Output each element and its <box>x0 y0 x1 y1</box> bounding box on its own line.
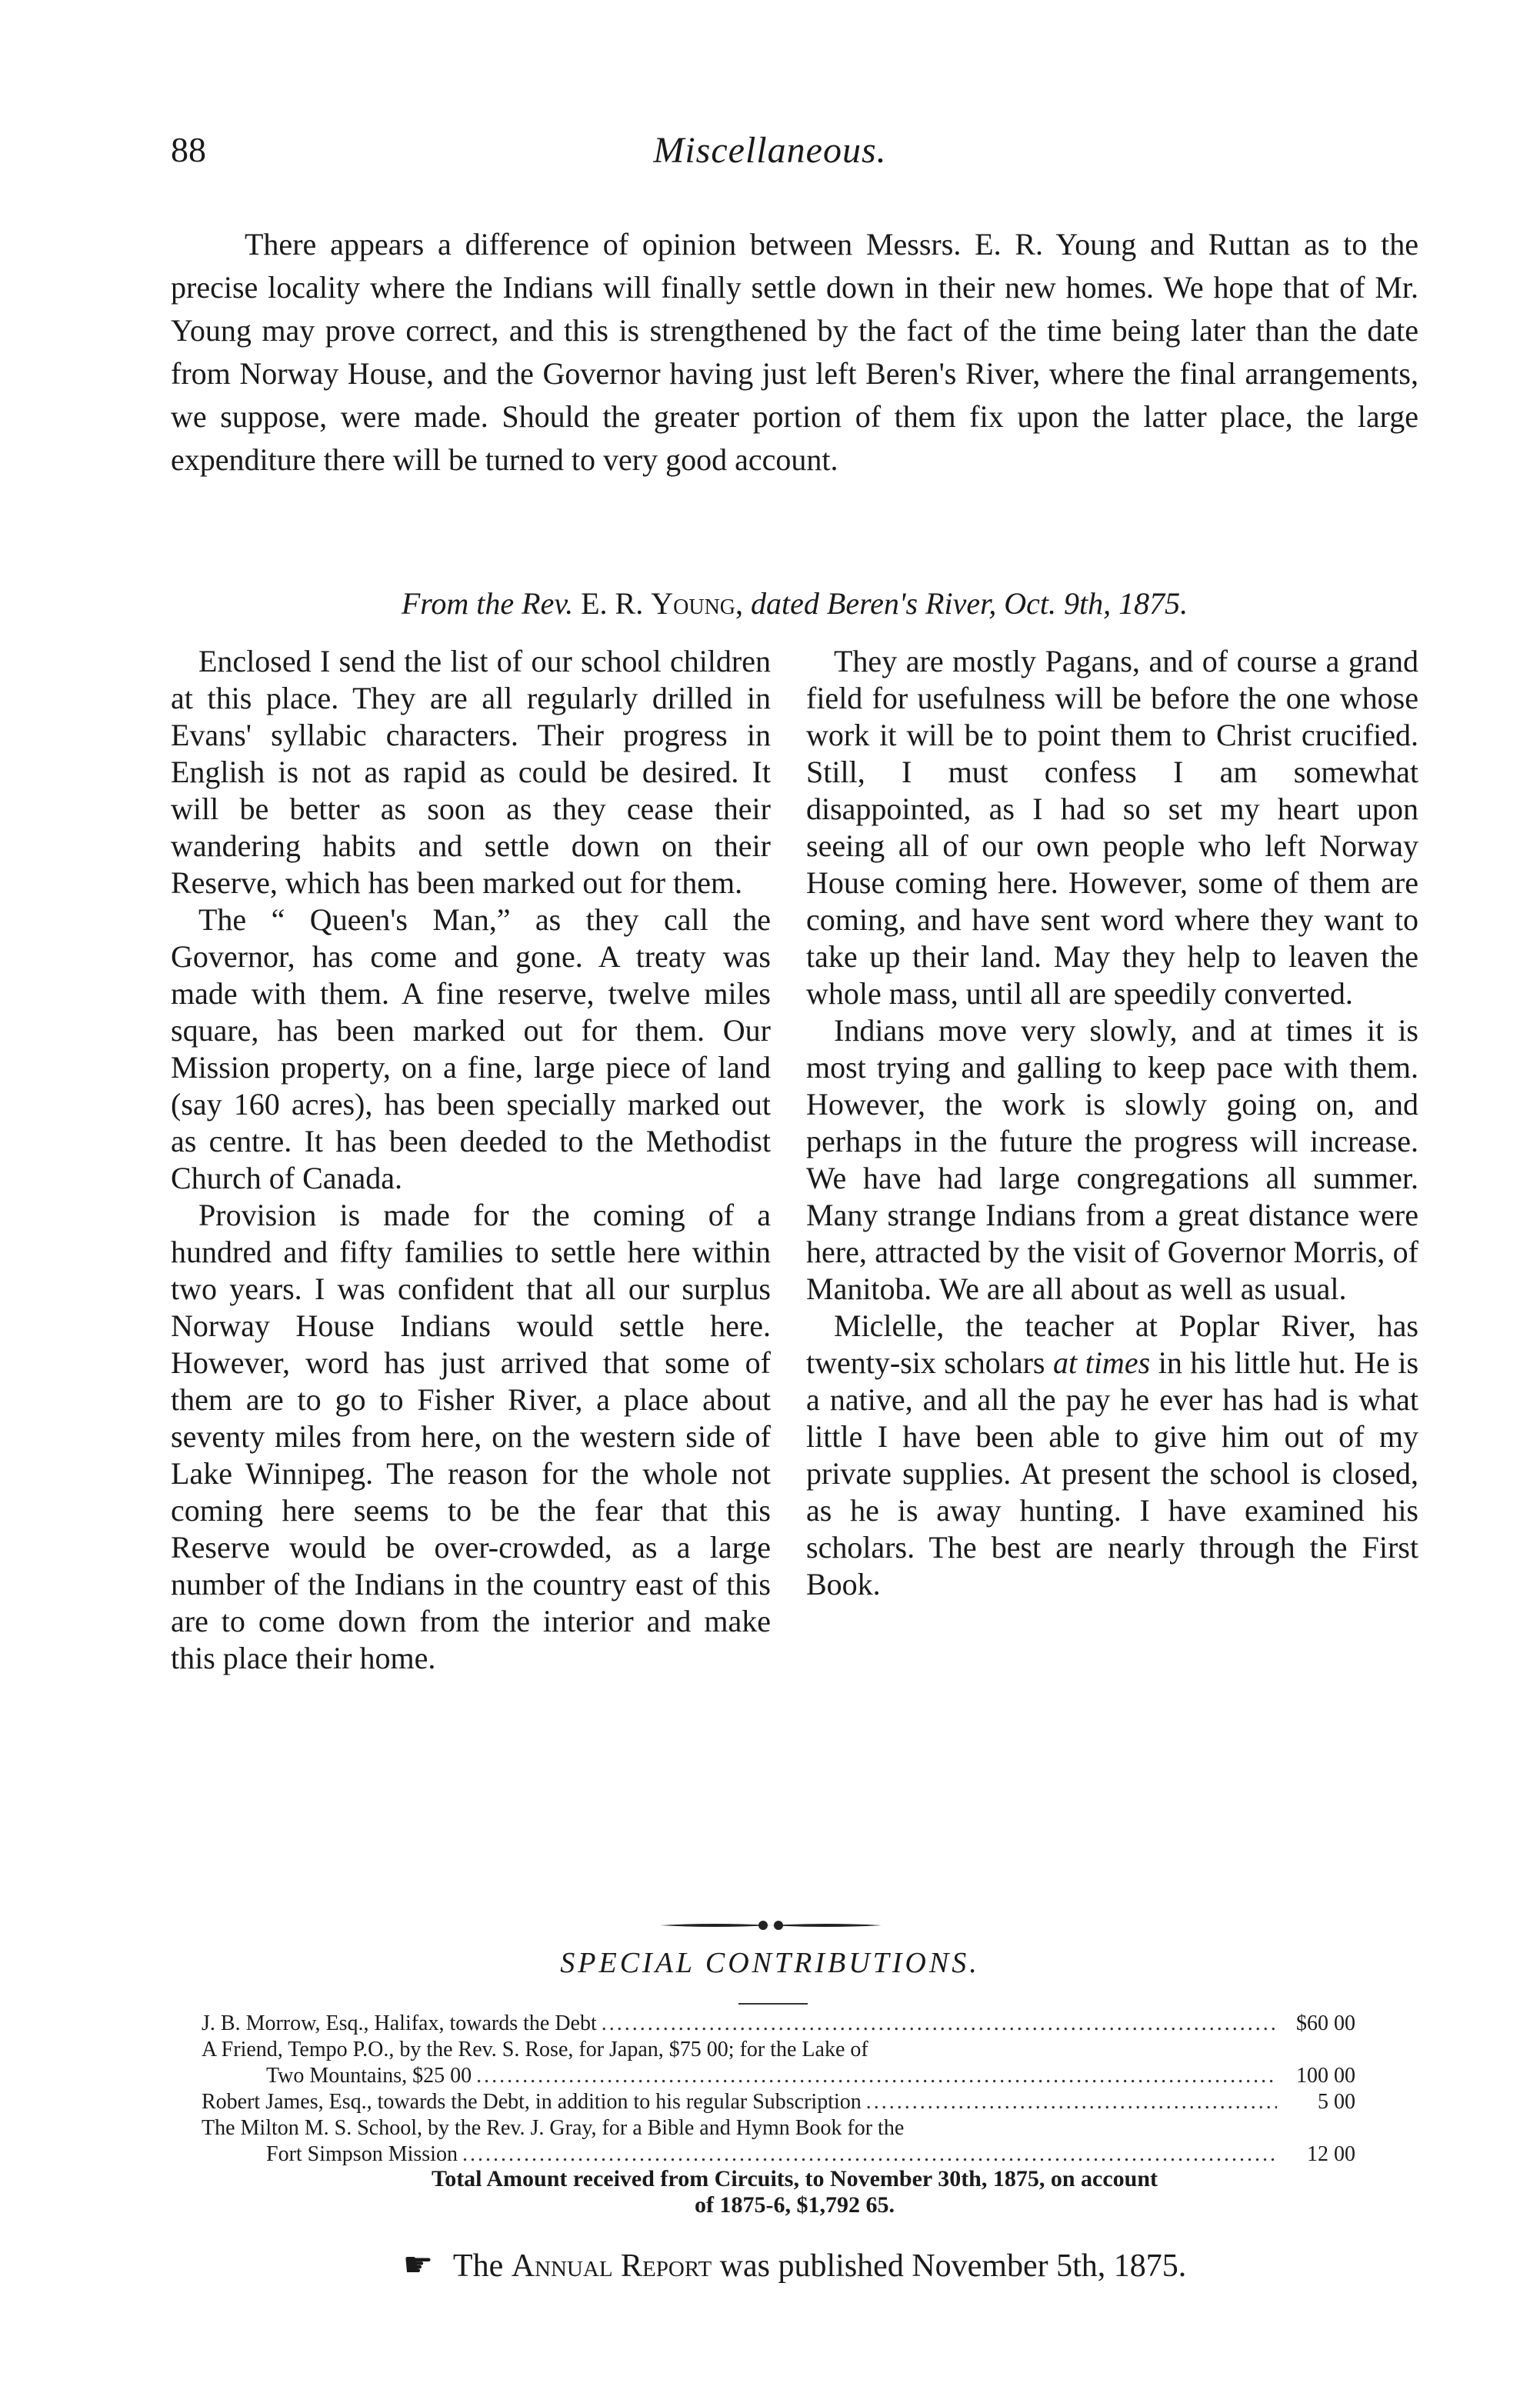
left-paragraph-1: Enclosed I send the list of our school children at this place. They are all regularly drilled in Evans' syllabic characters. Their progress in English is not as rapid as could be desired. It will be better as soon as they cease their wandering habits and settle down on their Reserve, which has been marked out for them. <box>171 644 771 900</box>
entry-description: A Friend, Tempo P.O., by the Rev. S. Rose, for Japan, $75 00; for the Lake of <box>202 2038 868 2061</box>
byline-surname: Young, <box>651 586 744 621</box>
contribution-entry <box>202 2037 1355 2089</box>
running-head: Miscellaneous. <box>653 130 887 171</box>
byline-initials: E. R. <box>581 586 644 621</box>
ornamental-divider <box>0 1914 1540 1937</box>
left-paragraph-2: The “ Queen's Man,” as they call the Governor, has come and gone. A treaty was made with them. A fine reserve, twelve miles square, has been marked out for them. Our Mission property, on a fine, large piece of land (say 160 acres), has been specially marked out as centre. It has been deeded to the Methodist Church of Canada. <box>171 902 771 1195</box>
report-word: Report <box>621 2248 712 2284</box>
left-column <box>171 643 771 1677</box>
contribution-entry <box>202 2089 1355 2115</box>
entry-description-cont: Two Mountains, $25 00 <box>266 2064 472 2088</box>
entry-description: J. B. Morrow, Esq., Halifax, towards the Debt <box>202 2011 597 2035</box>
contribution-entry <box>202 2011 1355 2037</box>
entry-amount: 12 00 <box>1307 2142 1355 2166</box>
right-paragraph-3-italic: at times <box>1053 1345 1151 1380</box>
right-paragraph-3 <box>806 1308 1418 1603</box>
left-paragraph-3: Provision is made for the coming of a hundred and fifty families to settle here within two years. I was confident that all our surplus Norway House Indians would settle here. However, word has just arrived that some of them are to go to Fisher River, a place about seventy miles from here, on the western side of Lake Winnipeg. The reason for the whole not coming here seems to be the fear that this Reserve would be over-crowded, as a large number of the Indians in the country east of this are to come down from the interior and make this place their home. <box>171 1198 771 1675</box>
annual-rest: was published November 5th, 1875. <box>719 2248 1187 2284</box>
total-amount <box>171 2166 1418 2218</box>
page-header <box>171 129 1369 183</box>
right-paragraph-2: Indians move very slowly, and at times it is most trying and galling to keep pace with them. However, the work is slowly going on, and perhaps in the future the progress will increase. We have had large congregations all summer. Many strange Indians from a great distance were here, attracted by the visit of Governor Morris, of Manitoba. We are all about as well as usual. <box>806 1013 1418 1306</box>
page-number: 88 <box>171 130 206 169</box>
intro-paragraph: There appears a difference of opinion between Messrs. E. R. Young and Ruttan as to the precise locality where the Indians will finally settle down in their new homes. We hope that of Mr. Young may prove correct, and this is strengthened by the fact of the time being later than the date from Norway House, and the Governor having just left Beren's River, where the final arrangements, we suppose, were made. Should the greater portion of them fix upon the latter place, the large expenditure there will be turned to very good account. <box>171 227 1418 477</box>
letter-byline <box>171 585 1418 623</box>
byline-from: From the Rev. <box>401 586 574 621</box>
entry-amount: 5 00 <box>1318 2090 1355 2114</box>
dot-leader <box>462 2141 1277 2168</box>
annual-report-notice <box>171 2246 1418 2285</box>
annual-word: Annual <box>511 2248 613 2284</box>
entry-description: The Milton M. S. School, by the Rev. J. Gray, for a Bible and Hymn Book for the <box>202 2116 905 2140</box>
contributions-list <box>202 2011 1355 2168</box>
dot-leader <box>602 2011 1277 2037</box>
right-column <box>806 643 1418 1603</box>
total-line-2: of 1875-6, $1,792 65. <box>695 2192 895 2218</box>
total-line-1: Total Amount received from Circuits, to November 30th, 1875, on account <box>431 2166 1158 2191</box>
right-paragraph-1: They are mostly Pagans, and of course a grand field for usefulness will be before the one whose work it will be to point them to Christ crucified. Still, I must confess I am somewhat disappointed, as I had so set my heart upon seeing all of our own people who left Norway House coming here. However, some of them are coming, and have sent word where they want to take up their land. May they help to leaven the whole mass, until all are speedily converted. <box>806 644 1418 1011</box>
contribution-entry <box>202 2115 1355 2168</box>
dot-leader <box>866 2089 1277 2115</box>
entry-description-cont: Fort Simpson Mission <box>266 2142 458 2166</box>
entry-description: Robert James, Esq., towards the Debt, in addition to his regular Subscription <box>202 2090 862 2114</box>
entry-amount: 100 00 <box>1296 2064 1355 2088</box>
contributions-title: SPECIAL CONTRIBUTIONS. <box>560 1947 980 1979</box>
letter-body <box>171 643 1418 1912</box>
entry-amount: $60 00 <box>1296 2011 1355 2035</box>
annual-the: The <box>452 2248 504 2284</box>
dot-leader <box>476 2063 1277 2089</box>
right-paragraph-3-start: Miclelle, the teacher at Poplar River, has twenty-six scholars <box>806 1308 1418 1380</box>
byline-dated: dated Beren's River, Oct. 9th, 1875. <box>751 586 1188 621</box>
pointing-hand-icon: ☛ <box>402 2246 434 2284</box>
title-rule <box>738 2003 808 2005</box>
right-paragraph-3-end: in his little hut. He is a native, and all the pay he ever has had is what little I have been able to give him out of my private supplies. At present the school is closed, as he is away hunting. I have examined his scholars. The best are nearly through the First Book. <box>806 1345 1419 1601</box>
intro-section <box>171 223 1418 482</box>
